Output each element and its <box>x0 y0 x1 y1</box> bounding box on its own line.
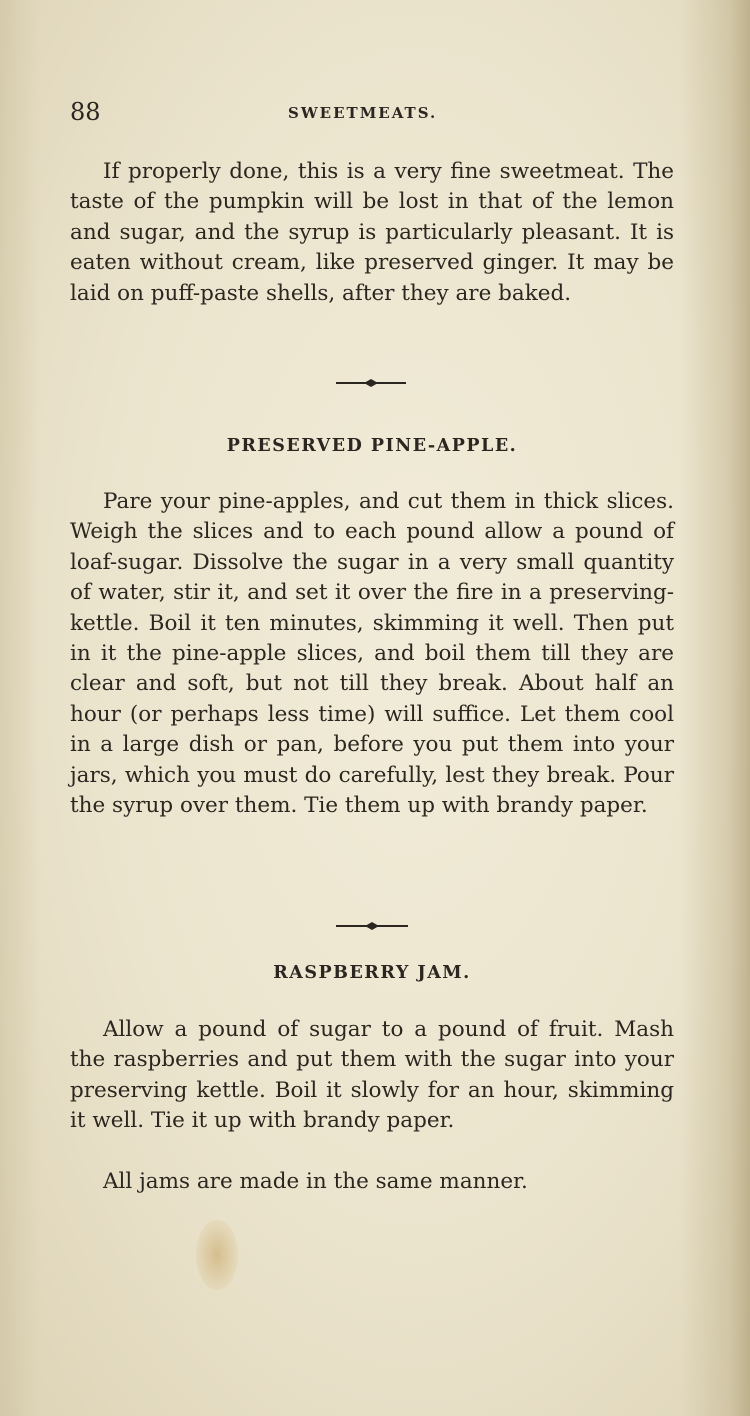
page-edge-left-shading <box>0 0 40 1416</box>
section-divider-ornament <box>334 920 410 932</box>
page-header <box>70 98 680 128</box>
section-body-raspberry-jam: Allow a pound of sugar to a pound of fruit. Mash the raspberries and put them with the sugar into your preserving kettle. Boil it slowly for an hour, skimming it well. Tie it up with brandy paper. <box>70 1017 674 1134</box>
page-number: 88 <box>70 98 101 126</box>
section-note-raspberry-jam: All jams are made in the same manner. <box>103 1169 528 1194</box>
running-head: SWEETMEATS. <box>288 104 438 122</box>
section-title-raspberry-jam: RASPBERRY JAM. <box>273 963 471 983</box>
section-title-pine-apple: PRESERVED PINE-APPLE. <box>226 436 518 456</box>
page-edge-right-shading <box>680 0 750 1416</box>
intro-paragraph: If properly done, this is a very fine sweetmeat. The taste of the pumpkin will be lost in that of the lemon and sugar, and the syrup is particularly pleasant. It is eaten without cream, like preserved ginger. It may be laid on puff-paste shells, after they are baked. <box>70 159 674 306</box>
section-divider-ornament <box>334 377 408 389</box>
section-body-pine-apple: Pare your pine-apples, and cut them in thick slices. Weigh the slices and to each pound allow a pound of loaf-sugar. Dissolve the sugar in a very small quantity of water, stir it, and set it over the fire in a preserving-kettle. Boil it ten minutes, skimming it well. Then put in it the pine-apple slices, and boil them till they are clear and soft, but not till they break. About half an hour (or perhaps less time) will suffice. Let them cool in a large dish or pan, before you put them into your jars, which you must do carefully, lest they break. Pour the syrup over them. Tie them up with brandy paper. <box>70 489 674 819</box>
paper-stain <box>196 1220 238 1290</box>
